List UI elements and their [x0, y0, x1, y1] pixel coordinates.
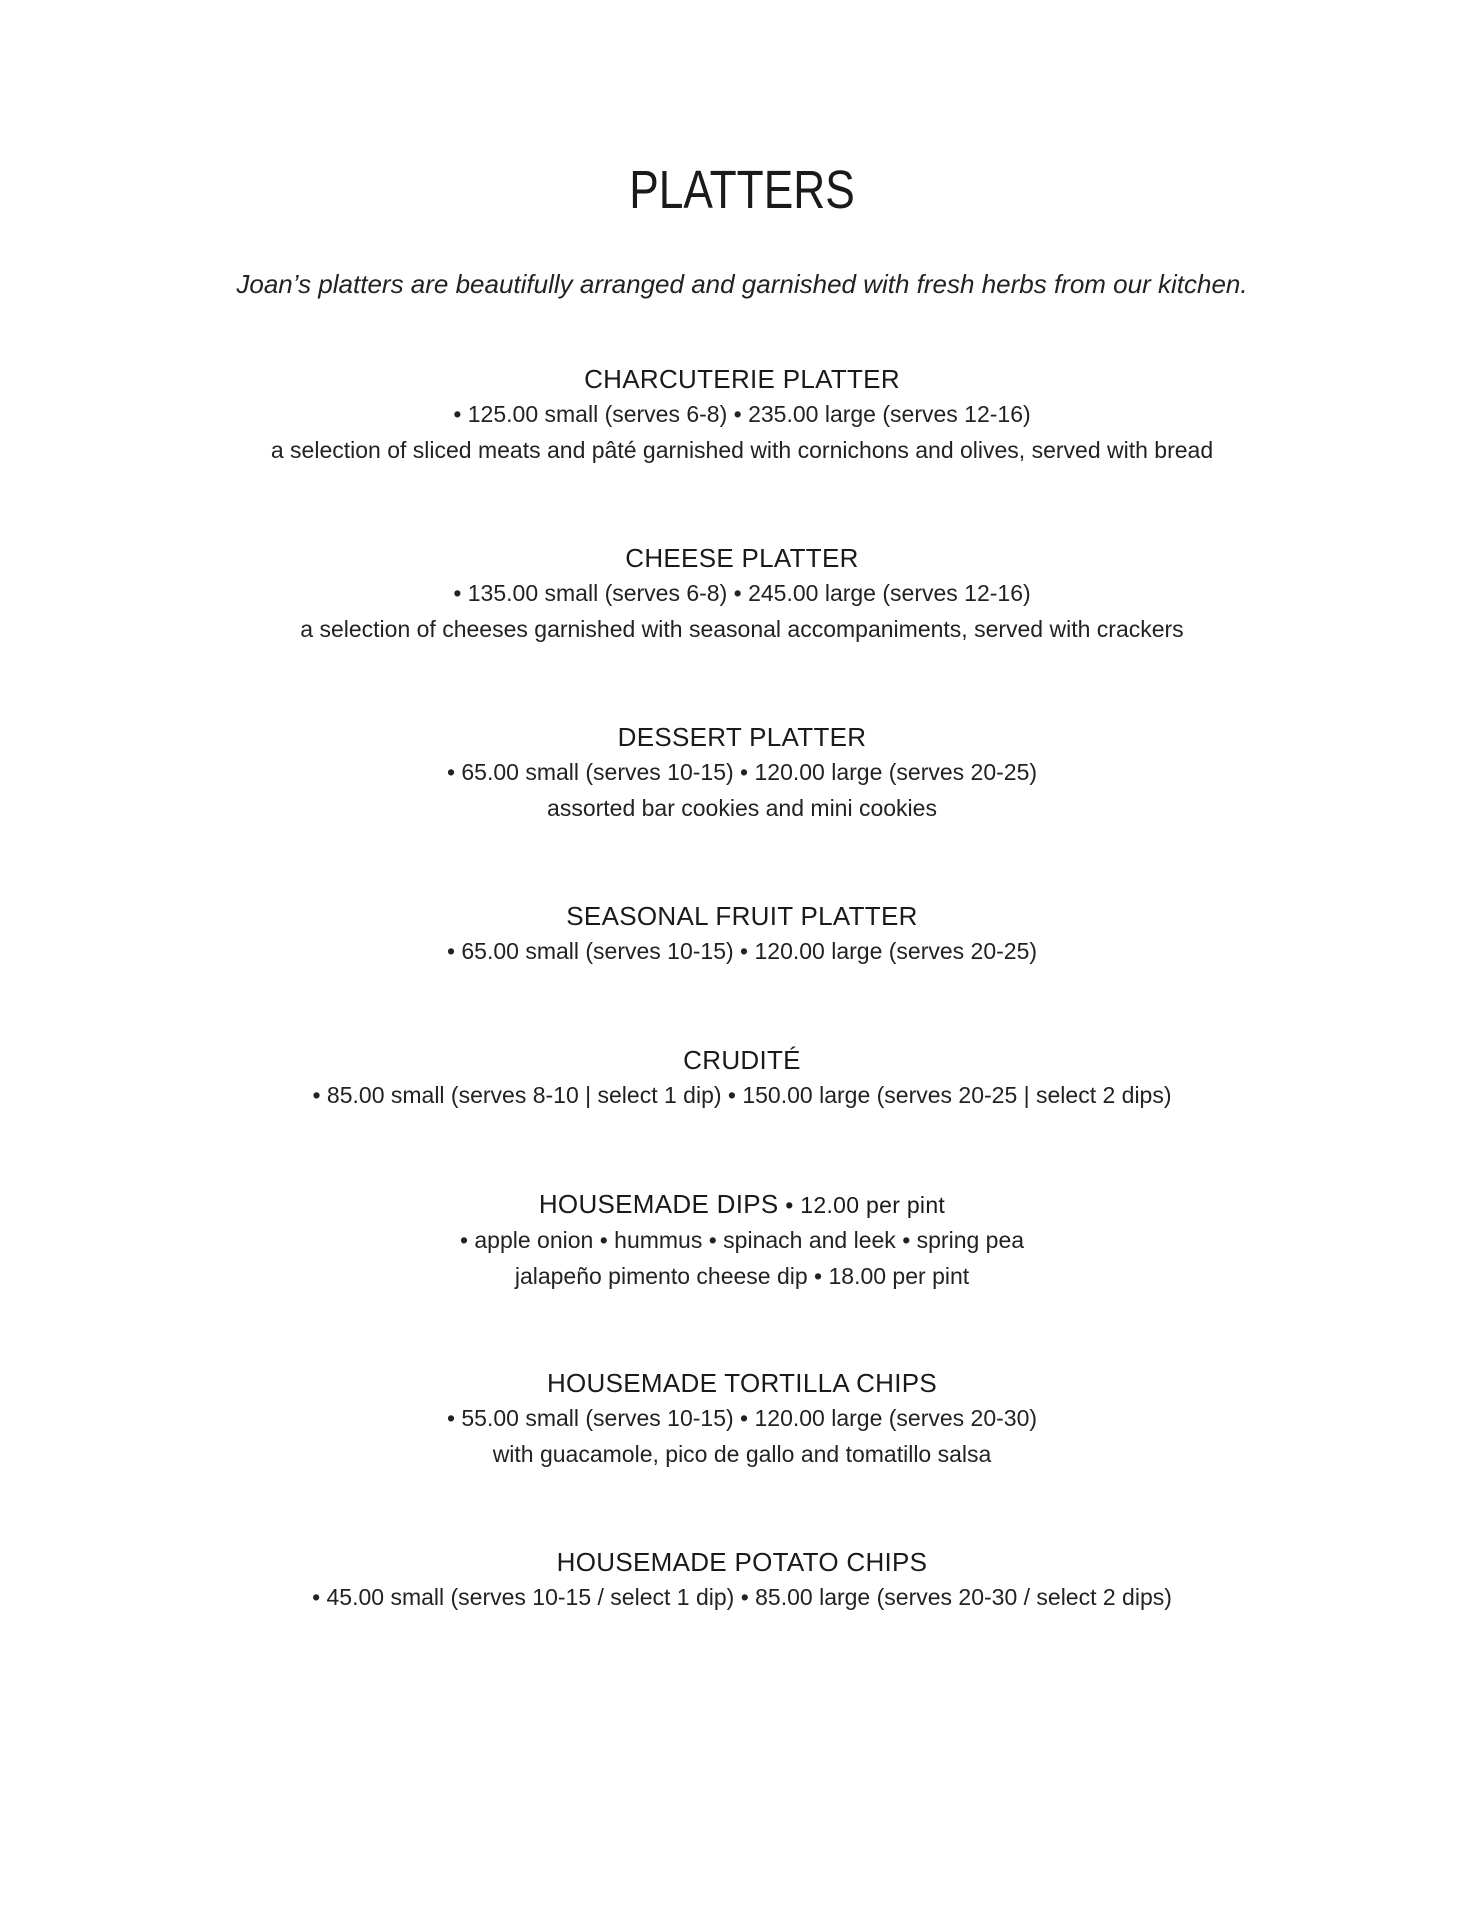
item-name: CHARCUTERIE PLATTER: [584, 364, 900, 394]
item-name: HOUSEMADE POTATO CHIPS: [556, 1547, 928, 1577]
menu-item-dips: [0, 1187, 1484, 1294]
menu-item-charcuterie: [0, 362, 1484, 468]
item-name-row: [0, 1187, 1484, 1222]
item-description: a selection of cheeses garnished with seasonal accompaniments, served with crackers: [300, 616, 1184, 642]
item-prices: • apple onion • hummus • spinach and leek • spring pea: [459, 1227, 1025, 1253]
item-prices: • 85.00 small (serves 8-10 | select 1 dip) • 150.00 large (serves 20-25 | select 2 dips): [312, 1082, 1172, 1108]
item-description: a selection of sliced meats and pâté garnished with cornichons and olives, served with bread: [270, 437, 1214, 463]
item-description: jalapeño pimento cheese dip • 18.00 per pint: [514, 1263, 970, 1289]
item-name: HOUSEMADE DIPS: [538, 1189, 779, 1219]
menu-item-dessert: [0, 720, 1484, 826]
item-name: HOUSEMADE TORTILLA CHIPS: [546, 1368, 938, 1398]
item-prices: • 65.00 small (serves 10-15) • 120.00 large (serves 20-25): [446, 938, 1038, 964]
menu-item-cheese: [0, 541, 1484, 647]
item-prices: • 45.00 small (serves 10-15 / select 1 dip) • 85.00 large (serves 20-30 / select 2 dips): [312, 1584, 1172, 1610]
item-prices: • 135.00 small (serves 6-8) • 245.00 large (serves 12-16): [453, 580, 1031, 606]
menu-item-fruit: [0, 899, 1484, 969]
item-name: DESSERT PLATTER: [617, 722, 867, 752]
item-prices: • 125.00 small (serves 6-8) • 235.00 large (serves 12-16): [453, 401, 1031, 427]
item-name: CRUDITÉ: [683, 1045, 801, 1075]
item-description: assorted bar cookies and mini cookies: [547, 795, 937, 821]
item-prices: • 55.00 small (serves 10-15) • 120.00 large (serves 20-30): [446, 1405, 1038, 1431]
item-description: with guacamole, pico de gallo and tomatillo salsa: [492, 1441, 992, 1467]
page-title: PLATTERS: [629, 160, 855, 220]
item-name: CHEESE PLATTER: [625, 543, 859, 573]
intro-text: Joan’s platters are beautifully arranged and garnished with fresh herbs from our kitchen.: [236, 269, 1248, 299]
menu-item-crudite: [0, 1043, 1484, 1113]
menu-item-tortilla-chips: [0, 1366, 1484, 1472]
menu-item-potato-chips: [0, 1545, 1484, 1615]
item-name: SEASONAL FRUIT PLATTER: [566, 901, 918, 931]
item-prices: • 65.00 small (serves 10-15) • 120.00 large (serves 20-25): [446, 759, 1038, 785]
item-name-price: • 12.00 per pint: [778, 1192, 946, 1218]
